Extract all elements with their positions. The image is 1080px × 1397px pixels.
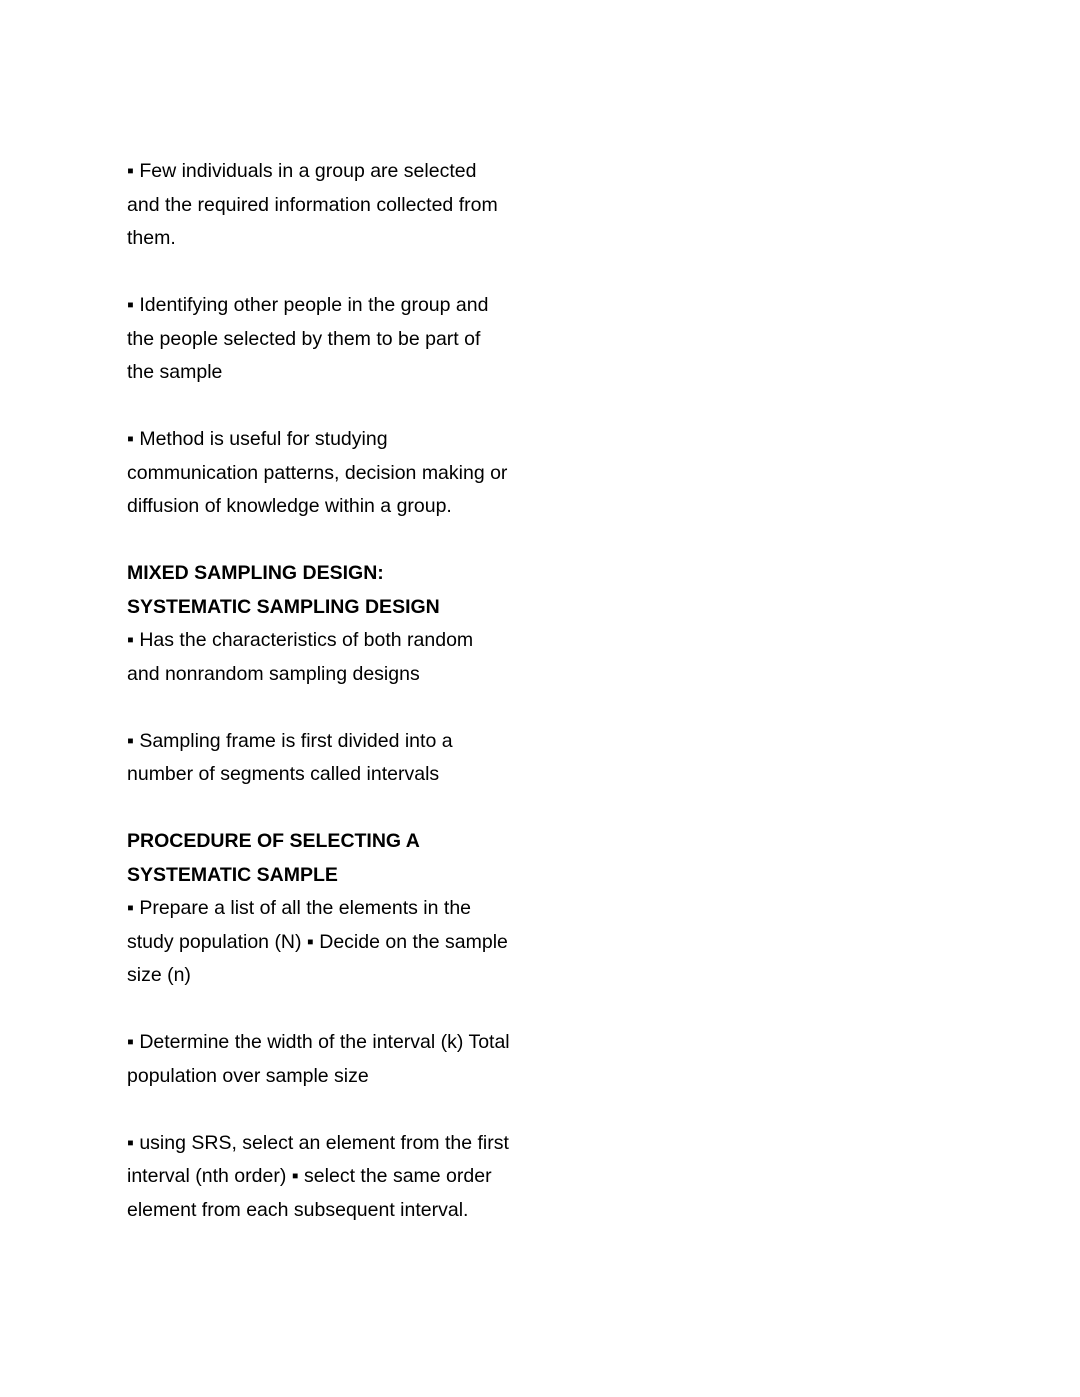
heading-systematic-sampling-design: SYSTEMATIC SAMPLING DESIGN — [127, 595, 440, 618]
paragraph-sampling-frame: ▪ Sampling frame is first divided into a number of segments called intervals — [127, 729, 453, 785]
paragraph-few-individuals: ▪ Few individuals in a group are selected and the required information collected from them. — [127, 160, 498, 249]
paragraph-determine-width: ▪ Determine the width of the interval (k) Total population over sample size — [127, 1031, 510, 1087]
paragraph-identifying-people: ▪ Identifying other people in the group and the people selected by them to be part of the sample — [127, 294, 489, 383]
text-column — [127, 155, 517, 1261]
heading-mixed-sampling-design: MIXED SAMPLING DESIGN: — [127, 562, 384, 584]
paragraph-characteristics: ▪ Has the characteristics of both random and nonrandom sampling designs — [127, 629, 474, 685]
heading-procedure-systematic-sample: PROCEDURE OF SELECTING A SYSTEMATIC SAMPLE — [127, 830, 420, 886]
paragraph-prepare-list: ▪ Prepare a list of all the elements in the study population (N) ▪ Decide on the sample size (n) — [127, 897, 508, 986]
paragraph-using-srs: ▪ using SRS, select an element from the first interval (nth order) ▪ select the same order element from each subsequent interval. — [127, 1131, 509, 1221]
paragraph-method-useful: ▪ Method is useful for studying communication patterns, decision making or diffusion of knowledge within a group. — [127, 428, 508, 517]
